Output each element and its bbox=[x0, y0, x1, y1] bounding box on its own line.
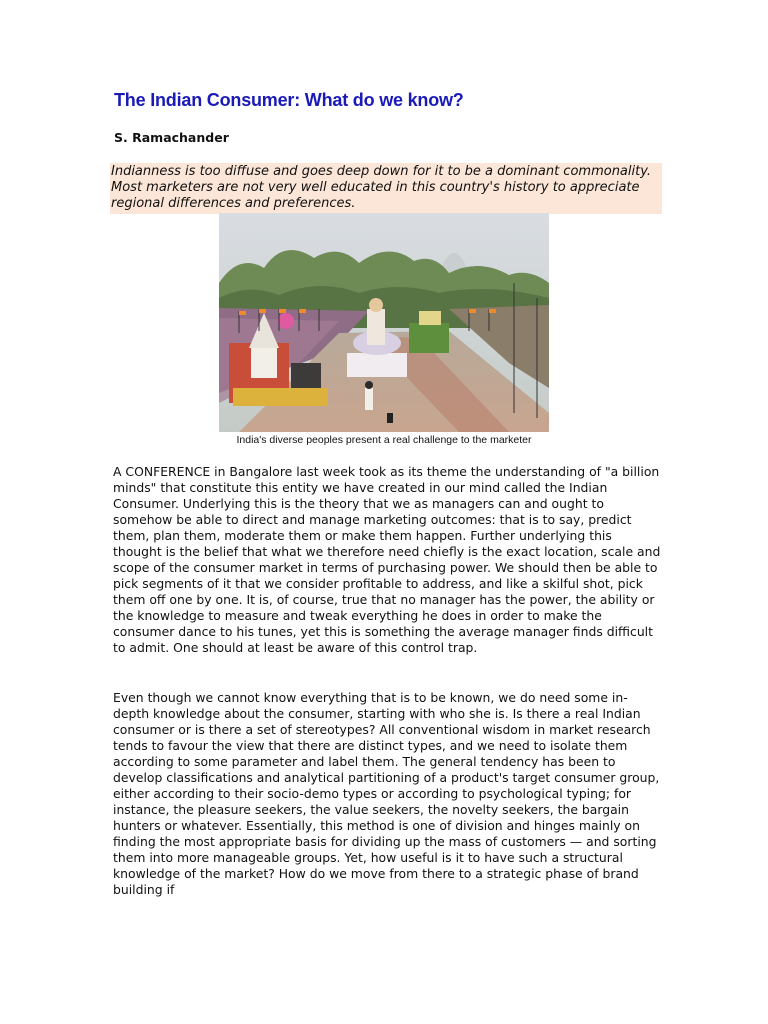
pull-quote: Indianness is too diffuse and goes deep down for it to be a dominant commonality. Most marketers are not very well educated in this country's history to appreciate regional differences and preferences. bbox=[110, 163, 662, 214]
article-paragraph: A CONFERENCE in Bangalore last week took as its theme the understanding of "a billion minds" that constitute this entity we have created in our mind called the Indian Consumer. Underlying this is the theory that we as managers can and ought to somehow be able to direct and manage marketing outcomes: that is to say, predict them, plan them, moderate them or make them happen. Further underlying this thought is the belief that what we therefore need chiefly is the exact location, scale and scope of the consumer market in terms of purchasing power. We should then be able to pick segments of it that we consider profitable to address, and like a skilful shot, pick them off one by one. It is, of course, true that no manager has the power, the ability or the knowledge to measure and tweak everything he does in order to make the consumer dance to his tunes, yet this is something the average manager finds difficult to admit. One should at least be aware of this control trap. bbox=[113, 464, 661, 655]
image-caption: India's diverse peoples present a real challenge to the marketer bbox=[236, 434, 532, 446]
article-title: The Indian Consumer: What do we know? bbox=[114, 90, 464, 110]
article-paragraph: Even though we cannot know everything that is to be known, we do need some in-depth knowledge about the consumer, starting with who she is. Is there a real Indian consumer or is there a set of stereotypes? All conventional wisdom in market research tends to favour the view that there are distinct types, and we need to isolate them according to some parameter and label them. The general tendency has been to develop classifications and analytical partitioning of a product's target consumer group, either according to their socio-demo types or according to psychological typing; for instance, the pleasure seekers, the value seekers, the novelty seekers, the bargain hunters or whatever. Essentially, this method is one of division and hinges mainly on finding the most appropriate basis for dividing up the mass of customers — and sorting them into more manageable groups. Yet, how useful is it to have such a structural knowledge of the market? How do we move from there to a strategic phase of brand building if bbox=[113, 690, 660, 897]
article-author: S. Ramachander bbox=[114, 130, 229, 145]
parade-photo bbox=[219, 213, 549, 432]
